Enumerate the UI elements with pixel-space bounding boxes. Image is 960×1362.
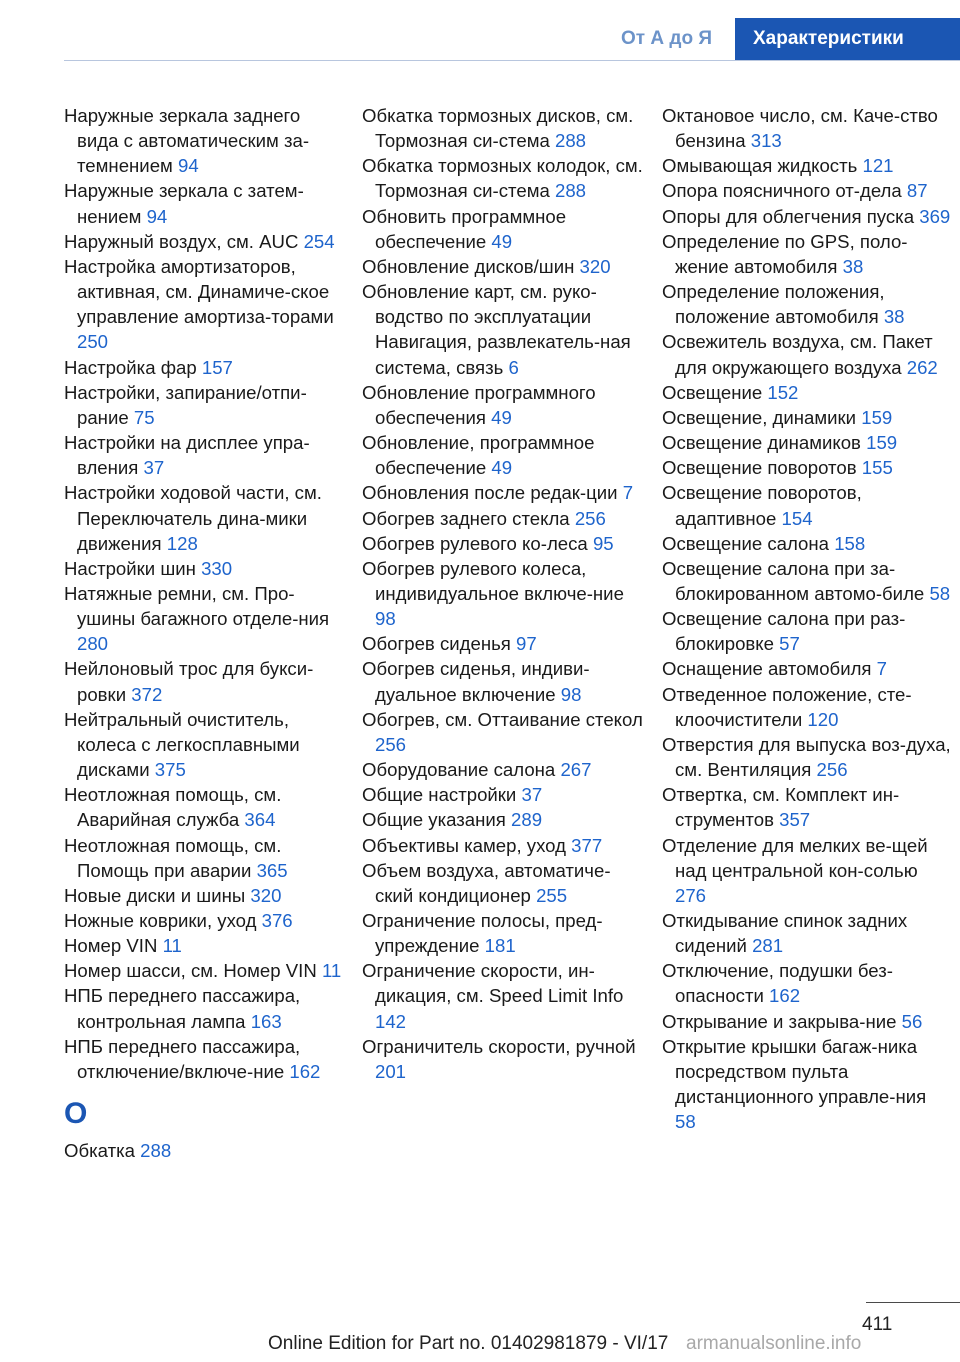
entry-text: Отключение, подушки без-опасности bbox=[662, 960, 893, 1007]
page-link[interactable]: 320 bbox=[579, 255, 611, 277]
index-entry bbox=[662, 556, 952, 606]
entry-text: Ограничение полосы, пред-упреждение bbox=[362, 910, 603, 957]
entry-text: Опоры для облегчения пуска bbox=[662, 205, 915, 227]
index-entry bbox=[662, 178, 952, 203]
index-entry bbox=[64, 229, 342, 254]
index-entry bbox=[64, 430, 342, 480]
page-link[interactable]: 313 bbox=[750, 130, 782, 152]
entry-text: Обогрев, см. Оттаивание стекол bbox=[362, 708, 643, 730]
page-link[interactable]: 280 bbox=[77, 633, 109, 655]
index-entry bbox=[64, 933, 342, 958]
index-entry bbox=[662, 682, 952, 732]
index-entry bbox=[64, 883, 342, 908]
page-link[interactable]: 256 bbox=[375, 733, 407, 755]
index-entry bbox=[662, 229, 952, 279]
page-link[interactable]: 94 bbox=[178, 155, 199, 177]
index-entry bbox=[662, 833, 952, 908]
index-entry bbox=[362, 858, 644, 908]
index-entry bbox=[662, 1034, 952, 1135]
entry-text: Обкатка bbox=[64, 1140, 135, 1162]
page-link[interactable]: 58 bbox=[675, 1111, 696, 1133]
entry-text: Настройки ходовой части, см. Переключатель дина-мики движения bbox=[64, 482, 322, 554]
entry-text: Освещение салона при за-блокированном автомо-биле bbox=[662, 557, 925, 604]
page-link[interactable]: 163 bbox=[250, 1010, 282, 1032]
index-entry bbox=[662, 480, 952, 530]
index-entry bbox=[362, 204, 644, 254]
entry-text: Ограничение скорости, ин-дикация, см. Speed Limit Info bbox=[362, 960, 624, 1007]
entry-text: Освежитель воздуха, см. Пакет для окружающего воздуха bbox=[662, 331, 933, 378]
index-entry bbox=[64, 254, 342, 355]
tab-a-to-z[interactable]: От А до Я bbox=[598, 18, 735, 60]
index-entry bbox=[362, 254, 644, 279]
index-entry bbox=[362, 380, 644, 430]
entry-text: Открытие крышки багаж-ника посредством пульта дистанционного управле-ния bbox=[662, 1035, 927, 1108]
entry-text: Отверстия для выпуска воз-духа, см. Вентиляция bbox=[662, 733, 951, 781]
entry-text: Освещение поворотов bbox=[662, 457, 857, 479]
page-link[interactable]: 38 bbox=[883, 306, 905, 328]
page-link[interactable]: 57 bbox=[779, 633, 800, 655]
index-entry bbox=[662, 103, 952, 153]
entry-text: Ограничитель скорости, ручной bbox=[362, 1035, 636, 1057]
entry-text: Откидывание спинок задних сидений bbox=[662, 910, 908, 957]
page-link[interactable]: 288 bbox=[555, 130, 587, 152]
entry-text: Неотложная помощь, см. Помощь при аварии bbox=[64, 834, 282, 881]
index-entry bbox=[362, 506, 644, 531]
entry-text: Номер шасси, см. Номер VIN bbox=[64, 960, 317, 982]
page-link[interactable]: 87 bbox=[906, 180, 928, 202]
index-entry bbox=[362, 656, 644, 706]
page-link[interactable]: 98 bbox=[375, 608, 396, 630]
page-link[interactable]: 159 bbox=[866, 432, 898, 454]
entry-text: НПБ переднего пассажира, контрольная лампа bbox=[64, 985, 301, 1032]
index-entry bbox=[662, 958, 952, 1008]
page-link[interactable]: 159 bbox=[861, 406, 893, 428]
index-entry bbox=[662, 656, 952, 681]
index-entry bbox=[362, 103, 644, 153]
index-entry bbox=[64, 908, 342, 933]
index-entry bbox=[64, 1034, 342, 1084]
entry-text: Натяжные ремни, см. Про-ушины багажного отделе-ния bbox=[64, 582, 330, 630]
index-entry bbox=[662, 782, 952, 832]
page-link[interactable]: 98 bbox=[560, 683, 582, 705]
index-entry bbox=[662, 606, 952, 656]
index-column-3 bbox=[662, 103, 952, 1134]
page-link[interactable]: 7 bbox=[622, 482, 634, 504]
entry-text: Неотложная помощь, см. Аварийная служба bbox=[64, 784, 282, 831]
page-link[interactable]: 97 bbox=[516, 633, 537, 655]
index-entry bbox=[64, 103, 342, 178]
entry-text: Обновление карт, см. руко-водство по эксплуатации Навигация, развлекатель-ная система, связь bbox=[362, 281, 631, 378]
page-link[interactable]: 7 bbox=[876, 658, 888, 680]
page-link[interactable]: 94 bbox=[146, 205, 168, 227]
index-entry bbox=[362, 782, 644, 807]
header-tabs bbox=[598, 18, 960, 60]
page-link[interactable]: 357 bbox=[779, 809, 811, 831]
entry-text: Объективы камер, уход bbox=[362, 834, 566, 856]
entry-text: Настройка фар bbox=[64, 356, 197, 378]
index-entry bbox=[362, 1034, 644, 1084]
page-link[interactable]: 320 bbox=[250, 884, 282, 906]
index-entry bbox=[662, 1009, 952, 1034]
entry-text: Омывающая жидкость bbox=[662, 155, 858, 177]
index-entry bbox=[64, 178, 342, 228]
index-entry bbox=[64, 480, 342, 555]
page-link[interactable]: 276 bbox=[675, 884, 707, 906]
entry-text: Определение по GPS, поло-жение автомобиля bbox=[662, 230, 908, 277]
index-entry bbox=[362, 531, 644, 556]
entry-text: Отвертка, см. Комплект ин-струментов bbox=[662, 784, 900, 831]
index-entry bbox=[64, 1138, 342, 1163]
footer-divider bbox=[866, 1302, 960, 1303]
index-entry bbox=[362, 279, 644, 380]
page-link[interactable]: 369 bbox=[919, 205, 951, 227]
index-entry bbox=[662, 153, 952, 178]
index-entry bbox=[662, 380, 952, 405]
entry-text: Освещение салона при раз-блокировке bbox=[662, 608, 906, 655]
entry-text: Оборудование салона bbox=[362, 759, 556, 781]
index-entry bbox=[662, 732, 952, 782]
index-entry bbox=[662, 455, 952, 480]
index-entry bbox=[64, 355, 342, 380]
entry-text: Наружные зеркала с затем-нением bbox=[64, 180, 304, 227]
index-entry bbox=[362, 958, 644, 1033]
entry-text: Отведенное положение, сте-клоочистители bbox=[662, 683, 912, 730]
section-letter: О bbox=[64, 1097, 88, 1131]
page-link[interactable]: 376 bbox=[261, 910, 293, 931]
page-link[interactable]: 56 bbox=[901, 1010, 923, 1032]
page-link[interactable]: 201 bbox=[375, 1060, 407, 1082]
page-link[interactable]: 256 bbox=[816, 759, 848, 781]
entry-text: Нейлоновый трос для букси-ровки bbox=[64, 658, 314, 705]
entry-text: Общие настройки bbox=[362, 784, 517, 806]
entry-text: Новые диски и шины bbox=[64, 884, 246, 906]
index-entry bbox=[362, 480, 644, 505]
page-link[interactable]: 162 bbox=[289, 1060, 321, 1082]
index-entry bbox=[64, 707, 342, 782]
page-link[interactable]: 121 bbox=[862, 155, 894, 177]
entry-text: Освещение салона bbox=[662, 532, 830, 554]
entry-text: Обогрев рулевого колеса, индивидуальное включе-ние bbox=[362, 557, 624, 604]
entry-text: Настройка амортизаторов, активная, см. Динамиче-ское управление амортиза-торами bbox=[64, 255, 334, 328]
index-entry bbox=[362, 757, 644, 782]
page-number: 411 bbox=[862, 1314, 893, 1335]
entry-text: Номер VIN bbox=[64, 935, 158, 957]
index-entry bbox=[662, 531, 952, 556]
entry-text: Освещение, динамики bbox=[662, 406, 857, 428]
page-link[interactable]: 49 bbox=[491, 406, 512, 428]
entry-text: Настройки, запирание/отпи-рание bbox=[64, 381, 307, 428]
page-link[interactable]: 250 bbox=[77, 331, 109, 353]
index-entry bbox=[362, 707, 644, 757]
index-entry bbox=[64, 782, 342, 832]
index-entry bbox=[362, 631, 644, 656]
page-link[interactable]: 11 bbox=[162, 935, 182, 957]
entry-text: Обогрев рулевого ко-леса bbox=[362, 532, 588, 554]
entry-text: Нейтральный очиститель, колеса с легкосплавными дисками bbox=[64, 708, 300, 781]
watermark-text: armanualsonline.info bbox=[686, 1333, 862, 1354]
page-link[interactable]: 11 bbox=[321, 960, 342, 982]
entry-text: Ножные коврики, уход bbox=[64, 910, 257, 931]
page-link[interactable]: 49 bbox=[491, 230, 513, 252]
index-entry bbox=[362, 807, 644, 832]
entry-text: Оснащение автомобиля bbox=[662, 658, 872, 680]
index-entry bbox=[362, 833, 644, 858]
index-entry bbox=[64, 581, 342, 656]
entry-text: НПБ переднего пассажира, отключение/включе-ние bbox=[64, 1035, 301, 1082]
tab-characteristics[interactable]: Характеристики bbox=[735, 18, 960, 60]
entry-text: Освещение bbox=[662, 381, 763, 403]
entry-text: Обновить программное обеспечение bbox=[362, 205, 567, 252]
page-link[interactable]: 364 bbox=[244, 809, 276, 831]
entry-text: Объем воздуха, автоматиче-ский кондиционер bbox=[362, 859, 611, 906]
page-link[interactable]: 37 bbox=[521, 784, 543, 806]
entry-text: Обновление дисков/шин bbox=[362, 255, 575, 277]
index-entry bbox=[64, 983, 342, 1033]
page-link[interactable]: 267 bbox=[560, 759, 592, 781]
index-entry bbox=[64, 958, 342, 983]
entry-text: Наружные зеркала заднего вида с автоматическим за-темнением bbox=[64, 105, 310, 177]
index-entry bbox=[662, 329, 952, 379]
entry-text: Обогрев сиденья, индиви-дуальное включение bbox=[362, 658, 590, 705]
page-link[interactable]: 58 bbox=[929, 582, 951, 604]
page-link[interactable]: 49 bbox=[491, 457, 513, 479]
entry-text: Настройки шин bbox=[64, 557, 196, 579]
page-link[interactable]: 377 bbox=[571, 834, 603, 856]
entry-text: Опора поясничного от-дела bbox=[662, 180, 902, 202]
page-link[interactable]: 372 bbox=[131, 683, 163, 705]
index-entry bbox=[64, 556, 342, 581]
entry-text: Обкатка тормозных дисков, см. Тормозная си-стема bbox=[362, 105, 634, 152]
page-link[interactable]: 288 bbox=[555, 180, 587, 202]
index-entry bbox=[662, 204, 952, 229]
page-link[interactable]: 256 bbox=[574, 507, 606, 529]
entry-text: Открывание и закрыва-ние bbox=[662, 1010, 897, 1032]
page-link[interactable]: 330 bbox=[201, 557, 233, 579]
index-entry bbox=[662, 405, 952, 430]
index-column-2 bbox=[362, 103, 644, 1084]
entry-text: Обновление, программное обеспечение bbox=[362, 432, 595, 479]
index-entry bbox=[362, 908, 644, 958]
page-link[interactable]: 262 bbox=[906, 356, 938, 378]
index-entry bbox=[362, 556, 644, 631]
index-entry bbox=[662, 279, 952, 329]
page-link[interactable]: 365 bbox=[256, 859, 288, 881]
page-link[interactable]: 162 bbox=[769, 985, 801, 1007]
index-entry bbox=[64, 656, 342, 706]
entry-text: Обкатка тормозных колодок, см. Тормозная си-стема bbox=[362, 155, 643, 202]
entry-text: Обновления после редак-ции bbox=[362, 482, 618, 504]
index-column-1 bbox=[64, 103, 342, 1163]
entry-text: Обогрев сиденья bbox=[362, 633, 511, 655]
page-link[interactable]: 75 bbox=[133, 406, 155, 428]
entry-text: Отделение для мелких ве-щей над центральной кон-солью bbox=[662, 834, 928, 881]
page-link[interactable]: 155 bbox=[861, 457, 893, 479]
page-link[interactable]: 154 bbox=[781, 507, 813, 529]
page-link[interactable]: 288 bbox=[140, 1140, 172, 1162]
entry-text: Освещение поворотов, адаптивное bbox=[662, 482, 862, 529]
entry-text: Обогрев заднего стекла bbox=[362, 507, 570, 529]
page-link[interactable]: 281 bbox=[752, 935, 784, 957]
online-edition-text: Online Edition for Part no. 01402981879 - VI/17 bbox=[268, 1333, 669, 1354]
entry-text: Настройки на дисплее упра-вления bbox=[64, 432, 310, 479]
page-link[interactable]: 158 bbox=[834, 532, 866, 554]
page-link[interactable]: 152 bbox=[767, 381, 799, 403]
index-entry bbox=[662, 908, 952, 958]
entry-text: Общие указания bbox=[362, 809, 506, 831]
index-entry bbox=[64, 380, 342, 430]
entry-text: Обновление программного обеспечения bbox=[362, 381, 596, 428]
page-link[interactable]: 38 bbox=[842, 255, 864, 277]
page-link[interactable]: 254 bbox=[303, 230, 335, 252]
index-entry bbox=[64, 833, 342, 883]
page-link[interactable]: 128 bbox=[166, 532, 198, 554]
page-link[interactable]: 375 bbox=[154, 759, 186, 781]
page-link[interactable]: 181 bbox=[484, 935, 516, 957]
entry-text: Определение положения, положение автомобиля bbox=[662, 281, 885, 328]
page-link[interactable]: 6 bbox=[508, 356, 519, 378]
index-entry bbox=[362, 153, 644, 203]
entry-text: Октановое число, см. Каче-ство бензина bbox=[662, 105, 938, 152]
page-link[interactable]: 157 bbox=[201, 356, 233, 378]
page-link[interactable]: 255 bbox=[536, 884, 568, 906]
entry-text: Наружный воздух, см. AUC bbox=[64, 230, 299, 252]
page-link[interactable]: 142 bbox=[375, 1010, 407, 1032]
entry-text: Освещение динамиков bbox=[662, 432, 861, 454]
page-link[interactable]: 289 bbox=[511, 809, 543, 831]
index-entry bbox=[662, 430, 952, 455]
index-entry bbox=[362, 430, 644, 480]
page-link[interactable]: 95 bbox=[592, 532, 614, 554]
header-divider bbox=[64, 60, 960, 61]
page-link[interactable]: 120 bbox=[807, 708, 839, 730]
page-link[interactable]: 37 bbox=[143, 457, 165, 479]
